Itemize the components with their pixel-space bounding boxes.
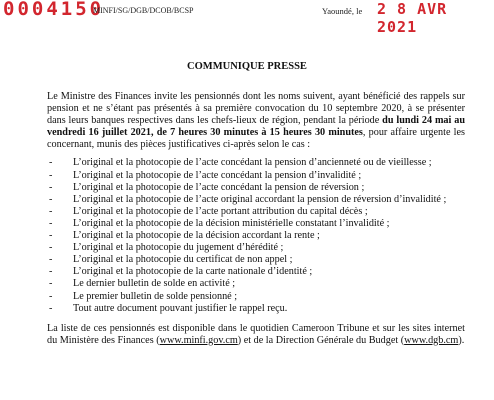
list-item-text: L’original et la photocopie de l’acte portant attribution du capital décès ; xyxy=(73,205,368,217)
list-item: - L’original et la photocopie du jugement d’hérédité ; xyxy=(49,242,284,254)
list-item-text: Tout autre document pouvant justifier le rappel reçu. xyxy=(73,302,288,314)
outro-text-2: ) et de la Direction Générale du Budget ( xyxy=(237,334,405,346)
list-item: - Le dernier bulletin de solde en activité ; xyxy=(49,278,236,290)
closing-paragraph xyxy=(47,323,465,347)
list-item: - L’original et la photocopie de l’acte concédant la pension d’invalidité ; xyxy=(49,169,362,181)
list-item: - Le premier bulletin de solde pensionné ; xyxy=(49,290,238,302)
outro-text-3: ). xyxy=(458,334,465,346)
list-item-text: L’original et la photocopie du jugement d’hérédité ; xyxy=(73,242,284,254)
registration-number-stamp: 0004150 xyxy=(3,0,105,20)
list-item-text: Le premier bulletin de solde pensionné ; xyxy=(73,290,238,302)
list-item: - L’original et la photocopie de la carte nationale d’identité ; xyxy=(49,266,313,278)
outro-text-1: La liste de ces pensionnés est disponible dans le quotidien Cameroon Tribune et sur les sites internet du Ministère des Finances ( xyxy=(47,322,465,346)
document-header xyxy=(0,0,494,36)
minfi-website-link[interactable]: www.minfi.gov.cm xyxy=(159,334,238,346)
list-item: - L’original et la photocopie de l’acte portant attribution du capital décès ; xyxy=(49,205,368,217)
list-item-text: L’original et la photocopie de la décision ministérielle constatant l’invalidité ; xyxy=(73,217,390,229)
intro-text-1: Le Ministre des Finances invite les pensionnés dont les noms suivent, ayant bénéficié des rappels sur pension et ne s’étant pas présentés à sa première convocation du 10 septembre 2020, à se présenter dans leurs banques respectives dans les chefs-lieux de région, pendant la période xyxy=(47,91,465,127)
place-label: Yaoundé, le xyxy=(322,6,363,16)
list-item: - L’original et la photocopie de la décision accordant la rente ; xyxy=(49,230,320,242)
list-item-text: L’original et la photocopie de l’acte concédant la pension de réversion ; xyxy=(73,181,365,193)
document-title: COMMUNIQUE PRESSE xyxy=(187,61,307,72)
list-item: - L’original et la photocopie du certificat de non appel ; xyxy=(49,254,293,266)
document-body xyxy=(47,91,465,347)
list-item: - L’original et la photocopie de l’acte concédant la pension d’ancienneté ou de vieillesse ; xyxy=(49,157,432,169)
list-item-text: L’original et la photocopie de l’acte original accordant la pension de réversion d’invalidité ; xyxy=(73,193,447,205)
list-item: - Tout autre document pouvant justifier le rappel reçu. xyxy=(49,302,288,314)
list-item-text: L’original et la photocopie du certificat de non appel ; xyxy=(73,254,293,266)
list-item-text: L’original et la photocopie de la décision accordant la rente ; xyxy=(73,230,320,242)
list-item-text: L’original et la photocopie de l’acte concédant la pension d’ancienneté ou de vieillesse ; xyxy=(73,157,432,169)
document-reference: MINFI/SG/DGB/DCOB/BCSP xyxy=(93,6,194,15)
dgb-website-link[interactable]: www.dgb.cm xyxy=(404,334,459,346)
list-item: - L’original et la photocopie de l’acte concédant la pension de réversion ; xyxy=(49,181,365,193)
list-item: - L’original et la photocopie de l’acte original accordant la pension de réversion d’invalidité ; xyxy=(49,193,447,205)
list-item: - L’original et la photocopie de la décision ministérielle constatant l’invalidité ; xyxy=(49,217,390,229)
list-item-text: L’original et la photocopie de l’acte concédant la pension d’invalidité ; xyxy=(73,169,362,181)
intro-paragraph xyxy=(47,91,465,151)
list-item-text: Le dernier bulletin de solde en activité ; xyxy=(73,278,236,290)
intro-text-2: , pour affaire urgente les concernant, munis des pièces justificatives ci-après selon le cas : xyxy=(47,127,465,151)
required-documents-list xyxy=(47,157,465,314)
date-stamp: 2 8 AVR 2021 xyxy=(377,0,448,36)
list-item-text: L’original et la photocopie de la carte nationale d’identité ; xyxy=(73,266,313,278)
intro-period-bold: du lundi 24 mai au vendredi 16 juillet 2021, de 7 heures 30 minutes à 15 heures 30 minutes xyxy=(47,115,465,139)
